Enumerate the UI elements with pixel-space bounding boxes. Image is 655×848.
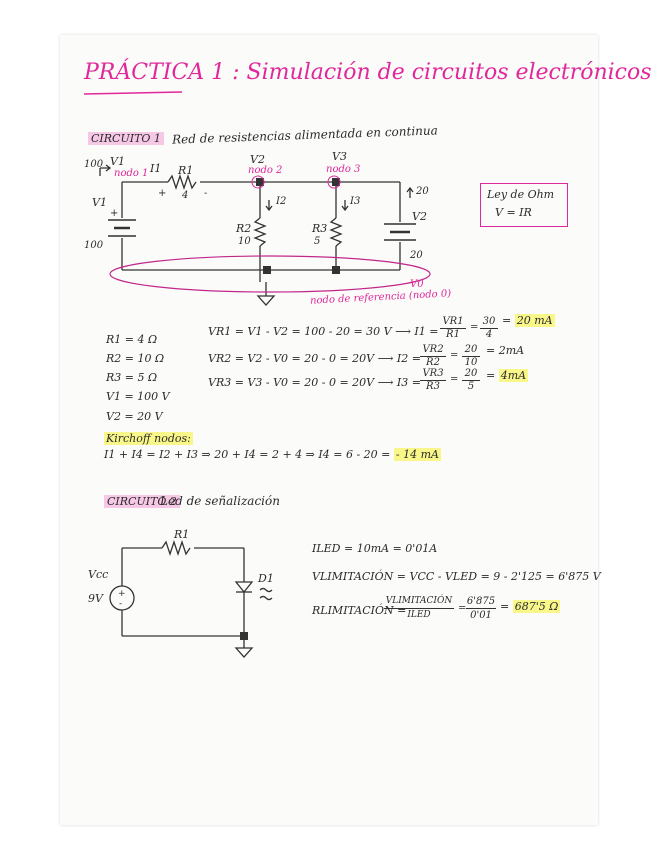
label-100-top: 100 bbox=[84, 159, 104, 170]
given-r2: R2 = 10 Ω bbox=[106, 352, 165, 365]
label-r1-minus: - bbox=[204, 188, 208, 199]
ohm-law-formula: V = IR bbox=[495, 206, 532, 219]
given-r3: R3 = 5 Ω bbox=[106, 371, 158, 384]
eq2-equals: = bbox=[450, 350, 459, 361]
frac-vlim-iled: VLIMITACIÓN ILED bbox=[385, 596, 453, 620]
frac-vr2-r2: VR2 R2 bbox=[420, 344, 446, 369]
equation-vlimitacion: VLIMITACIÓN = VCC - VLED = 9 - 2'125 = 6'875 V bbox=[312, 570, 601, 583]
ohm-law-title: Ley de Ohm bbox=[487, 188, 555, 201]
frac-vr3-r3: VR3 R3 bbox=[420, 368, 446, 393]
label-r1: R1 bbox=[178, 164, 194, 177]
label-nodo3: nodo 3 bbox=[326, 164, 361, 175]
label-r1-val: 4 bbox=[182, 190, 189, 201]
frac-20-10: 20 10 bbox=[462, 344, 480, 369]
circuit2-heading: CIRCUITO 2 bbox=[104, 495, 180, 508]
label-100-left: 100 bbox=[84, 240, 104, 251]
eq1-equals: = bbox=[470, 322, 479, 333]
eq2-result: = 2mA bbox=[486, 344, 525, 357]
label-i1: I1 bbox=[150, 162, 162, 175]
rlim-result: = 687'5 Ω bbox=[500, 600, 559, 613]
frac-20-5: 20 5 bbox=[462, 368, 480, 393]
c2-label-9v: 9V bbox=[88, 592, 103, 605]
label-v1-left: V1 bbox=[92, 196, 107, 209]
kirchhoff-equation: I1 + I4 = I2 + I3 ⇒ 20 + I4 = 2 + 4 ⇒ I4 = 6 - 20 = - 14 mA bbox=[104, 448, 439, 461]
rlim-equals-1: = bbox=[458, 603, 467, 614]
eq3-result: = 4mA bbox=[486, 369, 527, 382]
label-r1-plus: + bbox=[158, 188, 167, 199]
label-nodo1: nodo 1 bbox=[114, 168, 149, 179]
circuit1-subtitle: Red de resistencias alimentada en continua bbox=[171, 123, 438, 147]
given-v1: V1 = 100 V bbox=[106, 390, 170, 403]
equation-rlimitacion-label: RLIMITACIÓN = bbox=[312, 604, 407, 617]
label-r3: R3 bbox=[312, 222, 328, 235]
frac-6875-001: 6'875 0'01 bbox=[466, 596, 496, 621]
label-r2: R2 bbox=[236, 222, 252, 235]
c2-label-r1: R1 bbox=[174, 528, 190, 541]
label-i4-20: 20 bbox=[416, 186, 429, 197]
c2-label-vcc: Vcc bbox=[88, 568, 109, 581]
label-v2-20: 20 bbox=[410, 250, 423, 261]
label-r2-val: 10 bbox=[238, 236, 251, 247]
label-v0: V0 bbox=[410, 279, 424, 290]
label-i2: I2 bbox=[276, 196, 287, 207]
svg-text:-: - bbox=[119, 599, 123, 609]
equation-vr2: VR2 = V2 - V0 = 20 - 0 = 20V ⟶ I2 = bbox=[208, 352, 421, 365]
label-v2: V2 bbox=[250, 153, 265, 166]
given-v2: V2 = 20 V bbox=[106, 410, 163, 423]
equation-vr1-text: VR1 = V1 - V2 = 100 - 20 = 30 V ⟶ I1 = bbox=[208, 325, 439, 338]
eq1-result: = 20 mA bbox=[502, 314, 553, 327]
equation-iled: ILED = 10mA = 0'01A bbox=[312, 542, 438, 555]
frac-vr1-r1: VR1 R1 bbox=[440, 316, 466, 341]
label-i3: I3 bbox=[350, 196, 361, 207]
label-v1-top: V1 bbox=[110, 155, 125, 168]
circuit1-heading: CIRCUITO 1 bbox=[88, 132, 164, 145]
frac-30-4: 30 4 bbox=[480, 316, 498, 341]
label-v3: V3 bbox=[332, 150, 347, 163]
label-reference-node: nodo de referencia (nodo 0) bbox=[309, 288, 452, 307]
label-r3-val: 5 bbox=[314, 236, 321, 247]
label-v2-source: V2 bbox=[412, 210, 427, 223]
circuit2-subtitle: Led de señalización bbox=[160, 494, 280, 508]
eq3-equals: = bbox=[450, 374, 459, 385]
kirchhoff-heading: Kirchoff nodos: bbox=[106, 432, 191, 445]
given-r1: R1 = 4 Ω bbox=[106, 333, 158, 346]
equation-vr3: VR3 = V3 - V0 = 20 - 0 = 20V ⟶ I3 = bbox=[208, 376, 421, 389]
page-title: PRÁCTICA 1 : Simulación de circuitos electrónicos bbox=[84, 60, 652, 85]
svg-text:+: + bbox=[118, 589, 126, 599]
c2-label-d1: D1 bbox=[258, 572, 274, 585]
label-v1-plus: + bbox=[110, 208, 119, 219]
label-nodo2: nodo 2 bbox=[248, 165, 283, 176]
